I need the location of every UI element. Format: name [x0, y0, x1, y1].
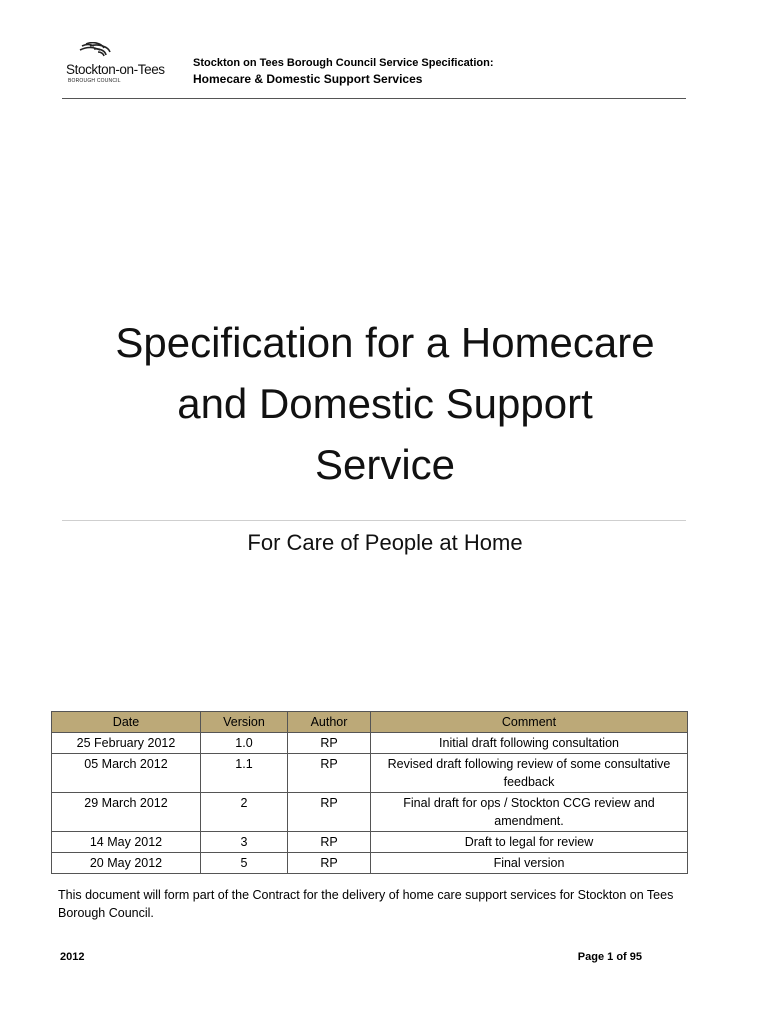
version-history-table [51, 711, 688, 874]
cell-comment: Initial draft following consultation [371, 733, 688, 754]
cell-comment: Final draft for ops / Stockton CCG review and amendment. [371, 793, 688, 832]
cell-author: RP [288, 793, 371, 832]
header-divider [62, 98, 686, 99]
header-line-2: Homecare & Domestic Support Services [193, 72, 423, 86]
cell-version: 5 [201, 853, 288, 874]
contract-note: This document will form part of the Contract for the delivery of home care support services for Stockton on Tees Borough Council. [58, 888, 674, 920]
cell-author: RP [288, 754, 371, 793]
cell-version: 1.1 [201, 754, 288, 793]
header-line-1: Stockton on Tees Borough Council Service Specification: [193, 57, 494, 69]
cell-author: RP [288, 733, 371, 754]
cell-author: RP [288, 832, 371, 853]
footer-page-number: Page 1 of 95 [577, 951, 642, 963]
table-row [52, 733, 688, 754]
cell-date: 25 February 2012 [52, 733, 201, 754]
council-logo-waves-icon [72, 42, 120, 64]
table-row [52, 853, 688, 874]
cell-date: 29 March 2012 [52, 793, 201, 832]
cell-version: 2 [201, 793, 288, 832]
logo-subtitle: BOROUGH COUNCIL [68, 78, 121, 84]
column-header-date: Date [52, 712, 201, 733]
cell-date: 05 March 2012 [52, 754, 201, 793]
table-row [52, 793, 688, 832]
cell-comment: Final version [371, 853, 688, 874]
cell-comment: Revised draft following review of some consultative feedback [371, 754, 688, 793]
cell-version: 1.0 [201, 733, 288, 754]
council-logo [66, 40, 176, 86]
table-row [52, 754, 688, 793]
cell-comment: Draft to legal for review [371, 832, 688, 853]
column-header-comment: Comment [371, 712, 688, 733]
cell-date: 14 May 2012 [52, 832, 201, 853]
title-line-1: Specification for a Homecare [115, 319, 655, 366]
table-row [52, 832, 688, 853]
title-divider [62, 520, 686, 521]
title-line-3: Service [314, 441, 456, 488]
title-line-2: and Domestic Support [177, 380, 593, 427]
logo-name: Stockton-on-Tees [66, 62, 165, 77]
document-subtitle: For Care of People at Home [247, 530, 523, 555]
cell-author: RP [288, 853, 371, 874]
footer-year: 2012 [60, 951, 85, 963]
column-header-author: Author [288, 712, 371, 733]
document-title [40, 312, 730, 495]
table-header-row [52, 712, 688, 733]
cell-date: 20 May 2012 [52, 853, 201, 874]
column-header-version: Version [201, 712, 288, 733]
cell-version: 3 [201, 832, 288, 853]
